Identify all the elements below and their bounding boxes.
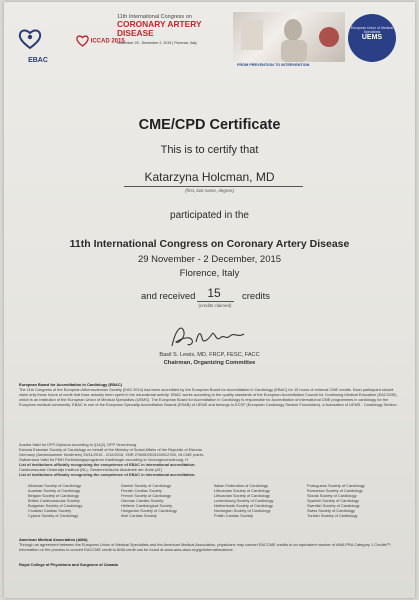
congress-banner-title: CORONARY ARTERY DISEASE	[117, 19, 202, 38]
society-item: Norwegian Society of Cardiology	[214, 508, 271, 513]
uems-logo	[348, 14, 396, 62]
society-item: Lithuanian Society of Cardiology	[214, 493, 270, 498]
signatory-role: Chairman, Organizing Committee	[163, 360, 256, 366]
estonia-line: Estonia Estonian Society of Cardiology on behalf of the Ministry of Social Affairs of the Republic of Estonia	[19, 447, 202, 452]
statue-illustration	[233, 12, 345, 62]
society-item: Turkish Society of Cardiology	[307, 513, 358, 518]
germany-line: Germany (Aerztekammer Nordrhein) 29/11/2015 - 2/12/2015, VNR 2760602015139012765, 15 CME points	[19, 452, 204, 457]
header-artwork	[233, 12, 345, 62]
society-item: German Cardiac Society	[121, 498, 164, 503]
congress-banner-dates: November 29 - December 2, 2015 | Florence, Italy	[117, 41, 197, 45]
society-item: British Cardiovascular Society	[28, 498, 80, 503]
ebac-logo	[18, 28, 58, 64]
society-item: Lithuanian Society of Cardiology	[214, 488, 270, 493]
austria-line: Austria Valid for DFP-Diploma according to §14(2), DFP Verordnung	[19, 442, 137, 447]
national-validity-block	[19, 442, 400, 477]
society-item: Italian Federation of Cardiology	[214, 483, 269, 488]
society-item: Danish Society of Cardiology	[121, 483, 171, 488]
ebac-heading: European Board for Accreditation in Cardiology (EBAC)	[19, 382, 122, 387]
society-item: Spanish Society of Cardiology	[307, 498, 359, 503]
society-item: Croatian Cardiac Society	[28, 508, 72, 513]
signature	[168, 320, 248, 354]
uems-small-label: European Union of Medical Specialists	[350, 26, 394, 34]
institutions-heading: List of institutions officially recognizing the competence of EBAC in international accreditation:	[19, 472, 196, 477]
society-item: Hungarian Society of Cardiology	[121, 508, 177, 513]
society-item: Romanian Society of Cardiology	[307, 488, 363, 493]
society-item: Hellenic Cardiological Society	[121, 503, 173, 508]
society-item: Polish Cardiac Society	[214, 513, 253, 518]
ama-block	[19, 537, 400, 552]
participant-name: Katarzyna Holcman, MD	[144, 170, 275, 184]
society-item: Austrian Society of Cardiology	[28, 488, 81, 493]
society-item: Swedish Society of Cardiology	[307, 503, 360, 508]
congress-dates: 29 November - 2 December, 2015	[137, 254, 282, 265]
credits-value: 15	[207, 286, 221, 300]
congress-banner	[117, 14, 234, 45]
received-text: and received	[141, 291, 196, 302]
uems-label: UEMS	[361, 34, 383, 41]
society-item: Luxembourg Society of Cardiology	[214, 498, 274, 503]
credits-hint: (credits claimed)	[198, 303, 232, 308]
heart-outline-icon	[76, 35, 89, 47]
society-item: Finnish Cardiac Society	[121, 488, 162, 493]
banner-tagline: FROM PREVENTION TO INTERVENTION	[237, 63, 310, 67]
society-item: French Society of Cardiology	[121, 493, 171, 498]
iccad-label: ICCAD 2015	[90, 38, 125, 45]
rcpsc-heading: Royal College of Physicians and Surgeons of Canada	[19, 562, 118, 567]
netherlands-heading: List of institutions officially recognizing the competence of EBAC in international accreditation:	[19, 462, 196, 467]
society-item: Slovak Society of Cardiology	[307, 493, 357, 498]
society-item: Belgian Society of Cardiology	[28, 493, 79, 498]
certificate-page	[4, 2, 415, 598]
ebac-text: The 11th Congress of the European Atherosclerosis Society (EAS 2014) has been accredited by the European Board for Accreditation in Cardiology (EBAC) for 15 hours of external CME credits. Each participant should claim only those hours of credit that have actually been spent in the educational activity. EBAC works according to the quality standards of the European Accreditation Council for Continuing Medical Education (EACCME), which is an institution of the European Union of Medical Specialists (UEMS). The European Board for Accreditation in Cardiology is responsible for Accreditation of international CME programmes in cardiology for the European medical community. EBAC is one of the European Specialty Accreditation Boards (ESAB) of UEMS and belongs to ECSF (European Cardiology Section Foundation), a foundation of UEMS - Cardiology Section.	[19, 387, 398, 407]
signatory-name: Basil S. Lewis, MD, FRCP, FESC, FACC	[159, 352, 260, 358]
credits-underline	[197, 301, 234, 302]
ama-heading: American Medical Association (AMA)	[19, 537, 88, 542]
societies-list	[28, 483, 400, 518]
congress-banner-small: 11th International Congress on	[117, 14, 192, 20]
name-underline	[124, 186, 303, 187]
society-item: Portuguese Society of Cardiology	[307, 483, 365, 488]
society-item: Irish Cardiac Society	[121, 513, 157, 518]
certificate-title: CME/CPD Certificate	[138, 117, 281, 133]
name-hint: (first, last name, degree)	[185, 188, 234, 193]
rcpsc-block	[19, 562, 400, 567]
society-item: Swiss Society of Cardiology	[307, 508, 356, 513]
switzerland-line: Switzerland Valid for FMH Fortbildungsprogramm Kardiologie according to Vorsorgeverordnung, H	[19, 457, 189, 462]
heart-icon	[18, 28, 42, 50]
credits-word: credits	[242, 291, 270, 302]
society-item: Albanian Society of Cardiology	[28, 483, 81, 488]
congress-title: 11th International Congress on Coronary Artery Disease	[69, 238, 350, 250]
society-item: Bulgarian Society of Cardiology	[28, 503, 83, 508]
participated-text: participated in the	[170, 210, 249, 221]
ebac-label: EBAC	[28, 57, 48, 64]
society-item: Cyprus Society of Cardiology	[28, 513, 79, 518]
netherlands-line: Cardiovasculair Onderwijs Instituut (NL), Oesterreichische Akademie der Ärzte (AT)	[19, 467, 163, 472]
certify-text: This is to certify that	[160, 144, 259, 156]
ama-text: Through an agreement between the European Union of Medical Specialists and the American Medical Association, physicians may convert EACCME credits to an equivalent number of AMA PRA Category 1 Credits™. Information on the process to convert EACCME credit to AMA credit can be found at www.ama-assn.org/go/internationalcme.	[19, 542, 392, 552]
society-item: Netherlands Society of Cardiology	[214, 503, 273, 508]
ebac-accreditation-block	[19, 382, 400, 407]
congress-location: Florence, Italy	[179, 268, 240, 279]
